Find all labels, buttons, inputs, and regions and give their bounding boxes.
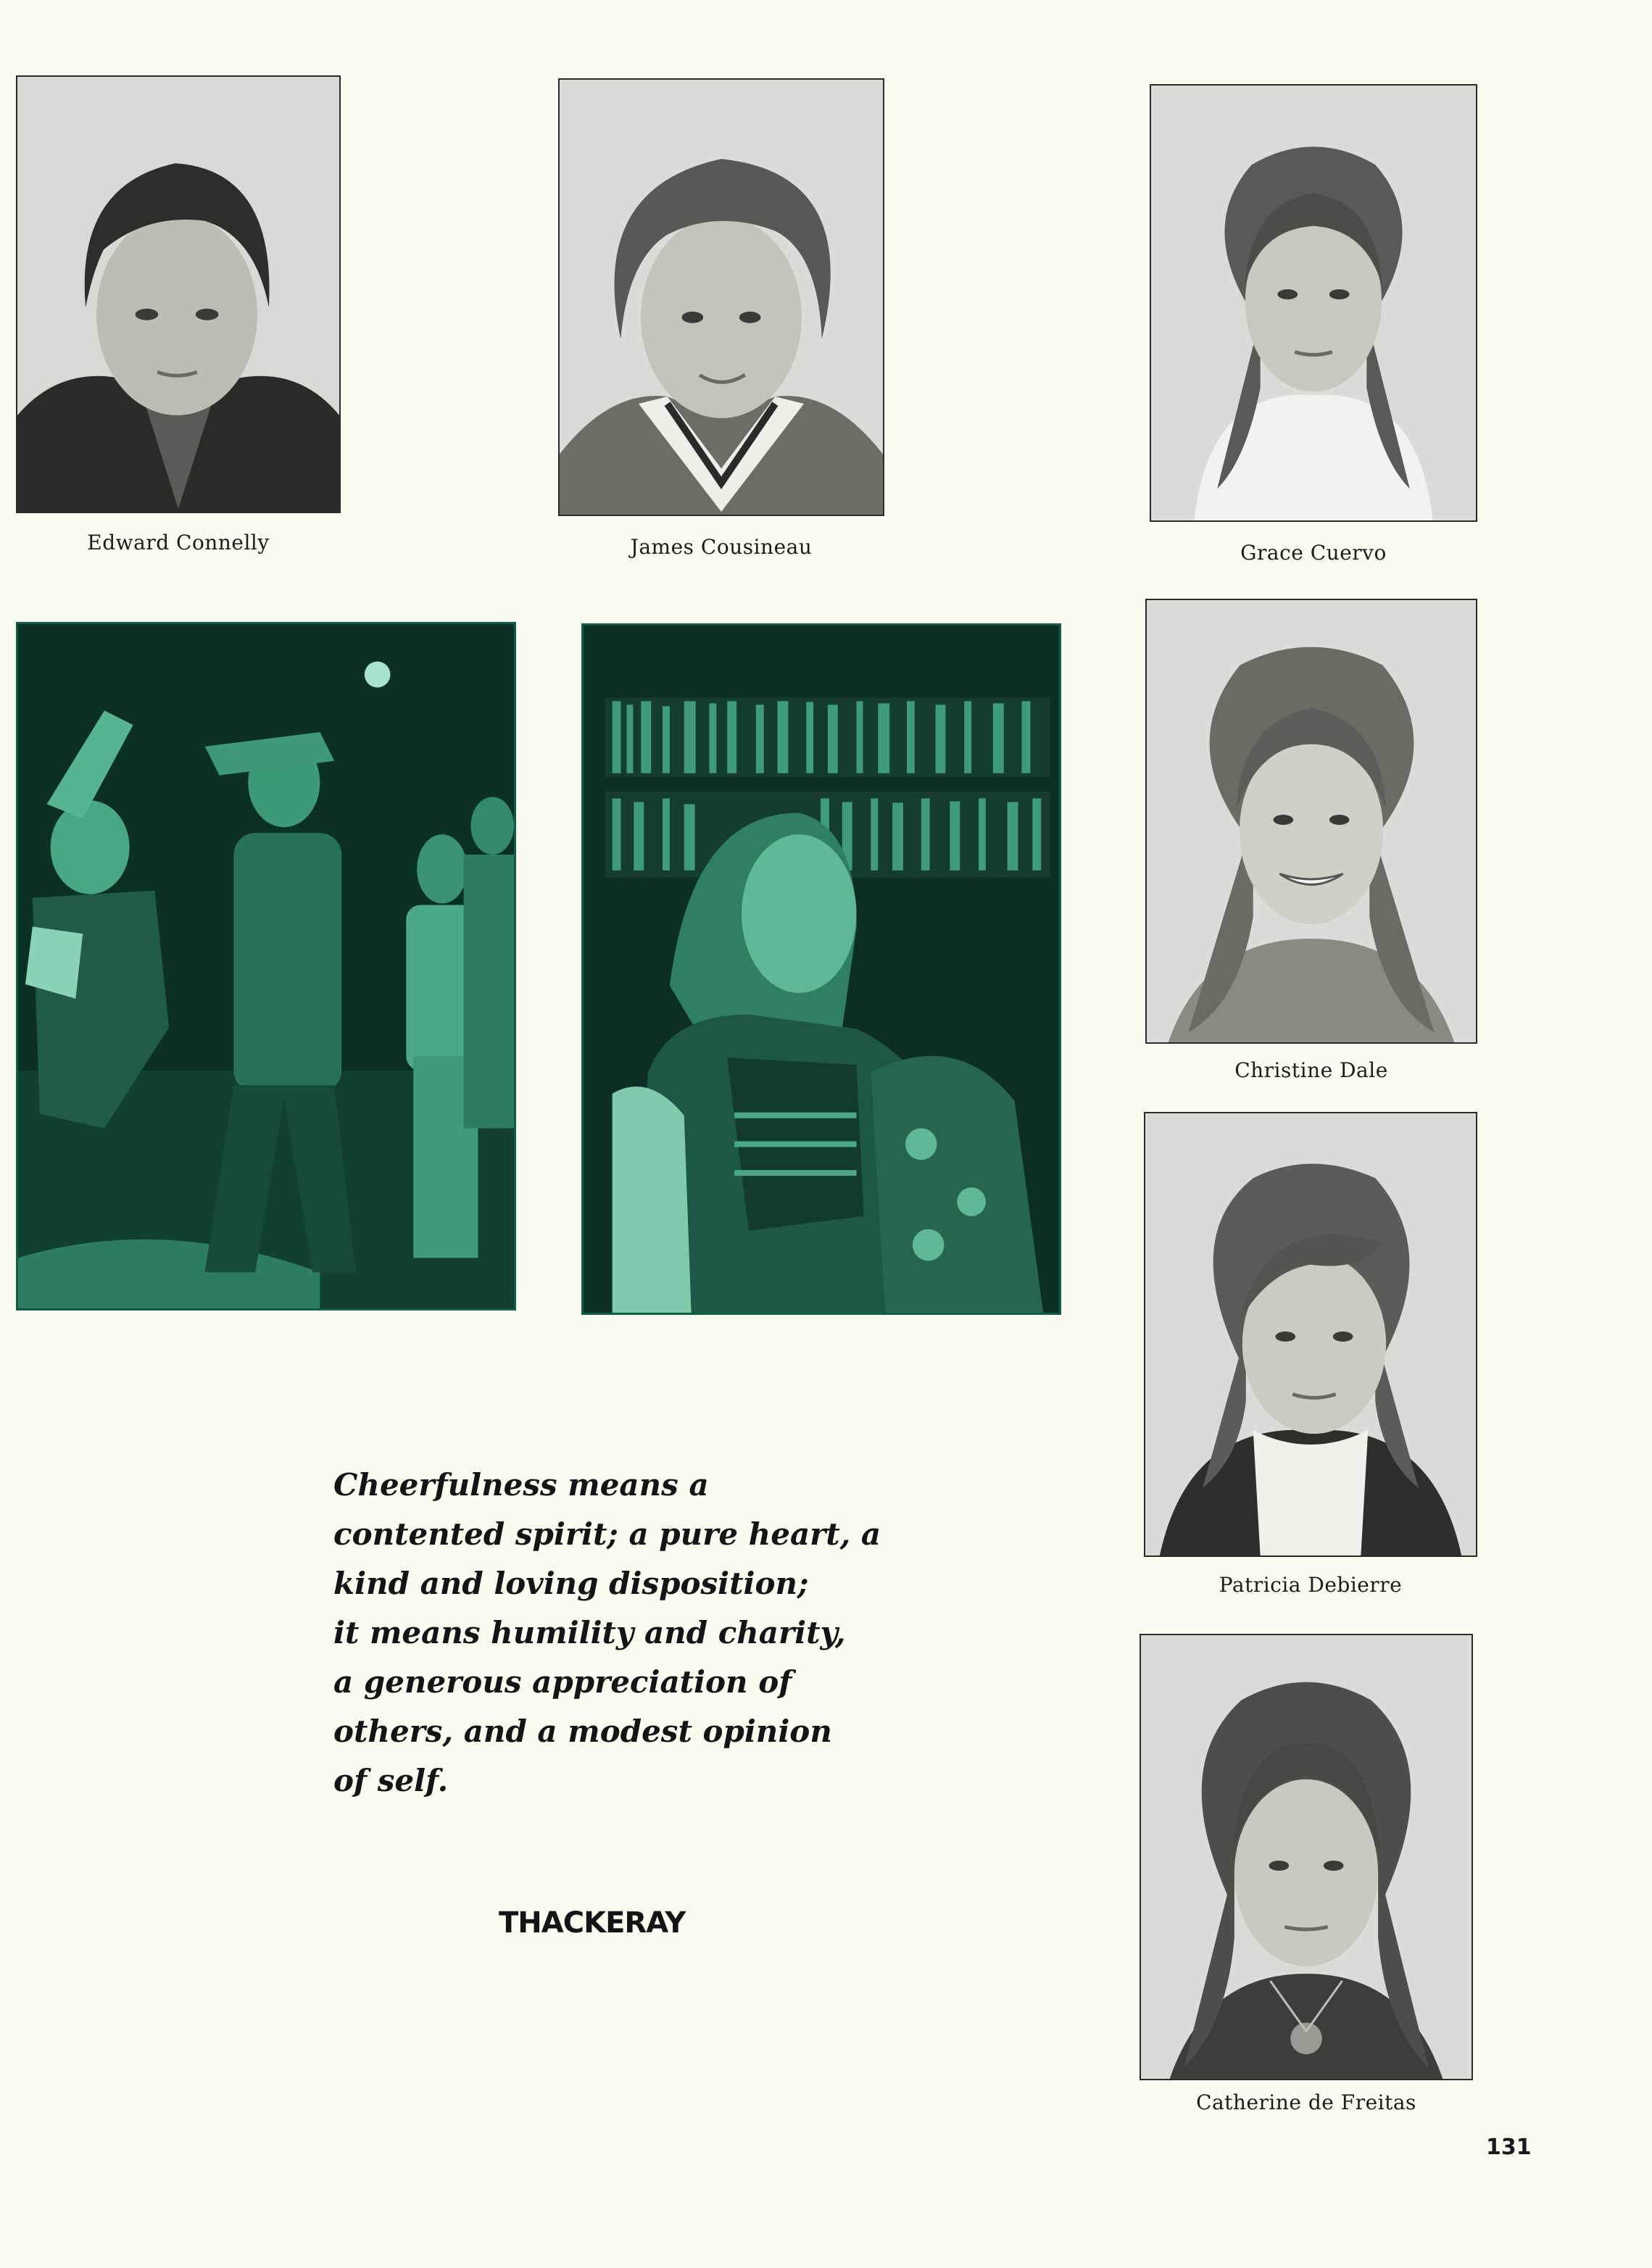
page-number: 131 <box>1486 2135 1532 2160</box>
quote-line: others, and a modest opinion <box>333 1714 832 1749</box>
quote-line: Cheerfulness means a <box>333 1467 709 1503</box>
portrait-caption: Patricia Debierre <box>1219 1573 1403 1597</box>
quote-author: THACKERAY <box>499 1906 686 1940</box>
portrait-photo-james-cousineau <box>558 78 884 516</box>
portrait-caption: Grace Cuervo <box>1240 541 1387 565</box>
quote-line: it means humility and charity, <box>333 1615 846 1650</box>
portrait-caption: Edward Connelly <box>87 531 270 554</box>
candid-photo-library <box>581 623 1061 1315</box>
portrait-caption: Christine Dale <box>1234 1058 1388 1082</box>
quote-line: kind and loving disposition; <box>333 1566 809 1601</box>
quote-line: of self. <box>333 1763 449 1798</box>
quote-line: a generous appreciation of <box>333 1664 792 1700</box>
portrait-caption: Catherine de Freitas <box>1196 2090 1416 2114</box>
quote-line: contented spirit; a pure heart, a <box>333 1516 881 1552</box>
candid-photo-dance <box>16 622 516 1310</box>
portrait-photo-grace-cuervo <box>1150 84 1477 522</box>
portrait-photo-patricia-debierre <box>1144 1112 1477 1557</box>
portrait-photo-edward-connelly <box>16 75 341 513</box>
quote-text <box>333 1461 881 1806</box>
portrait-photo-christine-dale <box>1145 599 1477 1044</box>
portrait-caption: James Cousineau <box>630 535 813 559</box>
portrait-photo-catherine-de-freitas <box>1140 1634 1473 2080</box>
